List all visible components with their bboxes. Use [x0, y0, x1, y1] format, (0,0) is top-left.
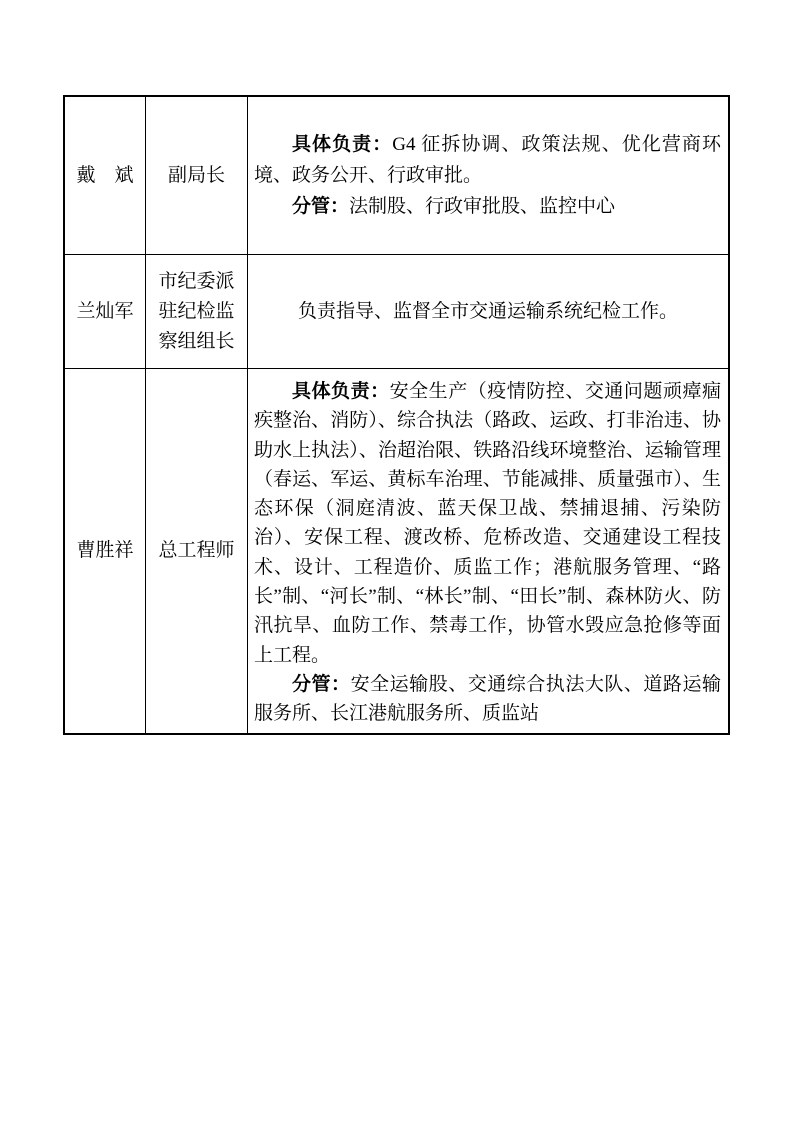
duty-label: 分管：: [292, 196, 350, 217]
duties-cell: [248, 255, 728, 369]
duties-cell: [248, 369, 728, 733]
duty-paragraph: [254, 377, 721, 670]
name-cell: [65, 255, 146, 369]
duty-text: 安全生产（疫情防控、交通问题顽瘴痼疾整治、消防）、综合执法（路政、运政、打非治违、协助水上执法）、治超治限、铁路沿线环境整治、运输管理（春运、军运、黄标车治理、节能减排、质量强市）、生态环保（洞庭清波、蓝天保卫战、禁捕退捕、污染防治）、安保工程、渡改桥、危桥改造、交通建设工程技术、设计、工程造价、质监工作；港航服务管理、“路长”制、“河长”制、“林长”制、“田长”制、森林防火、防汛抗旱、血防工作、禁毒工作，协管水毁应急抢修等面上工程。: [254, 381, 721, 666]
person-name: 曹胜祥: [76, 540, 134, 561]
person-name: 兰灿军: [76, 300, 134, 322]
duty-text: 法制股、行政审批股、监控中心: [349, 196, 616, 217]
person-name: 戴 斌: [76, 164, 134, 186]
duty-paragraph: [254, 129, 721, 191]
duty-text: G4 征拆协调、政策法规、优化营商环境、政务公开、行政审批。: [254, 134, 721, 186]
duty-text: 负责指导、监督全市交通运输系统纪检工作。: [297, 301, 678, 322]
duty-label: 分管：: [292, 673, 351, 695]
person-position: 总工程师: [158, 540, 235, 561]
name-cell: [65, 369, 146, 733]
name-cell: [65, 97, 146, 255]
duty-label: 具体负责：: [292, 381, 390, 402]
duty-paragraph: [254, 191, 721, 222]
person-position: 市纪委派驻纪检监察组组长: [158, 270, 235, 352]
duties-cell: [248, 97, 728, 255]
position-cell: [146, 369, 248, 733]
responsibilities-table: [63, 95, 730, 735]
position-cell: [146, 255, 248, 369]
person-position: 副局长: [167, 164, 225, 186]
duty-text: 安全运输股、交通综合执法大队、道路运输服务所、长江港航服务所、质监站: [254, 673, 721, 725]
duty-label: 具体负责：: [292, 134, 393, 155]
duty-paragraph: [254, 670, 721, 729]
position-cell: [146, 97, 248, 255]
